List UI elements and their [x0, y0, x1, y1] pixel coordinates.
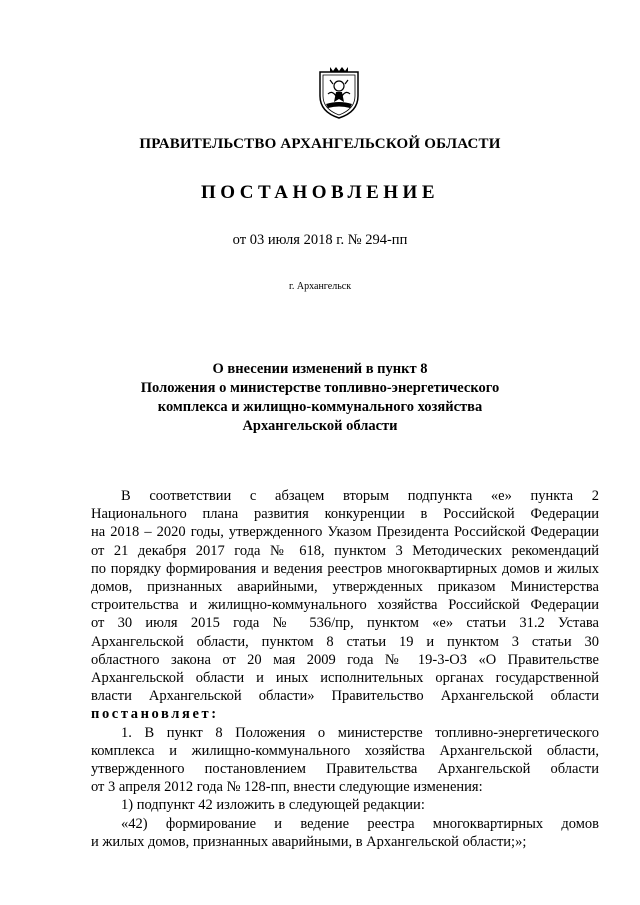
subject-line: Положения о министерстве топливно-энергетического: [140, 380, 500, 396]
body-line: Архангельской области, пунктом 8 статьи 19 и пунктом 3 статьи 30: [91, 633, 599, 650]
document-city: г. Архангельск: [288, 281, 352, 292]
body-line: комплекса и жилищно-коммунального хозяйства Архангельской области,: [91, 742, 599, 759]
body-line: Национального плана развития конкуренции в Российской Федерации: [91, 506, 599, 523]
body-line: от 30 июля 2015 года № 536/пр, пунктом «е» статьи 31.2 Устава: [91, 615, 599, 632]
document-subject: [0, 360, 640, 436]
body-line: В соответствии с абзацем вторым подпункта «е» пункта 2: [121, 488, 599, 504]
body-line: 1) подпункт 42 изложить в следующей редакции:: [121, 797, 425, 814]
subject-line: О внесении изменений в пункт 8: [212, 361, 428, 377]
resolves-word: постановляет:: [91, 706, 219, 723]
body-line: от 3 апреля 2012 года № 128-пп, внести следующие изменения:: [91, 779, 483, 796]
body-line: власти Архангельской области» Правительство Архангельской области: [91, 688, 599, 705]
subject-line: Архангельской области: [242, 418, 398, 434]
document-body: [91, 487, 599, 851]
body-line: Архангельской области и иных исполнительных органах государственной: [91, 670, 599, 687]
body-line: утвержденного постановлением Правительства Архангельской области: [91, 761, 599, 778]
body-line: 1. В пункт 8 Положения о министерстве топливно-энергетического: [121, 724, 599, 741]
body-line: и жилых домов, признанных аварийными, в Архангельской области;»;: [91, 833, 527, 850]
body-line: от 21 декабря 2017 года № 618, пунктом 3 Методических рекомендаций: [91, 542, 599, 559]
coat-of-arms-icon: [316, 66, 362, 120]
body-line: областного закона от 20 мая 2009 года № 19-3-ОЗ «О Правительстве: [91, 651, 599, 668]
body-line: на 2018 – 2020 годы, утвержденного Указом Президента Российской Федерации: [91, 524, 599, 541]
body-line: строительства и жилищно-коммунального хозяйства Российской Федерации: [91, 597, 599, 614]
body-line: «42) формирование и ведение реестра многоквартирных домов: [121, 815, 599, 832]
body-line: домов, признанных аварийными, утвержденных приказом Министерства: [91, 579, 599, 596]
government-title: ПРАВИТЕЛЬСТВО АРХАНГЕЛЬСКОЙ ОБЛАСТИ: [139, 136, 501, 152]
subject-line: комплекса и жилищно-коммунального хозяйства: [157, 399, 483, 415]
document-date-number: от 03 июля 2018 г. № 294-пп: [232, 232, 408, 248]
document-type: ПОСТАНОВЛЕНИЕ: [200, 182, 440, 203]
body-line: по порядку формирования и ведения реестров многоквартирных домов и жилых: [91, 560, 599, 577]
